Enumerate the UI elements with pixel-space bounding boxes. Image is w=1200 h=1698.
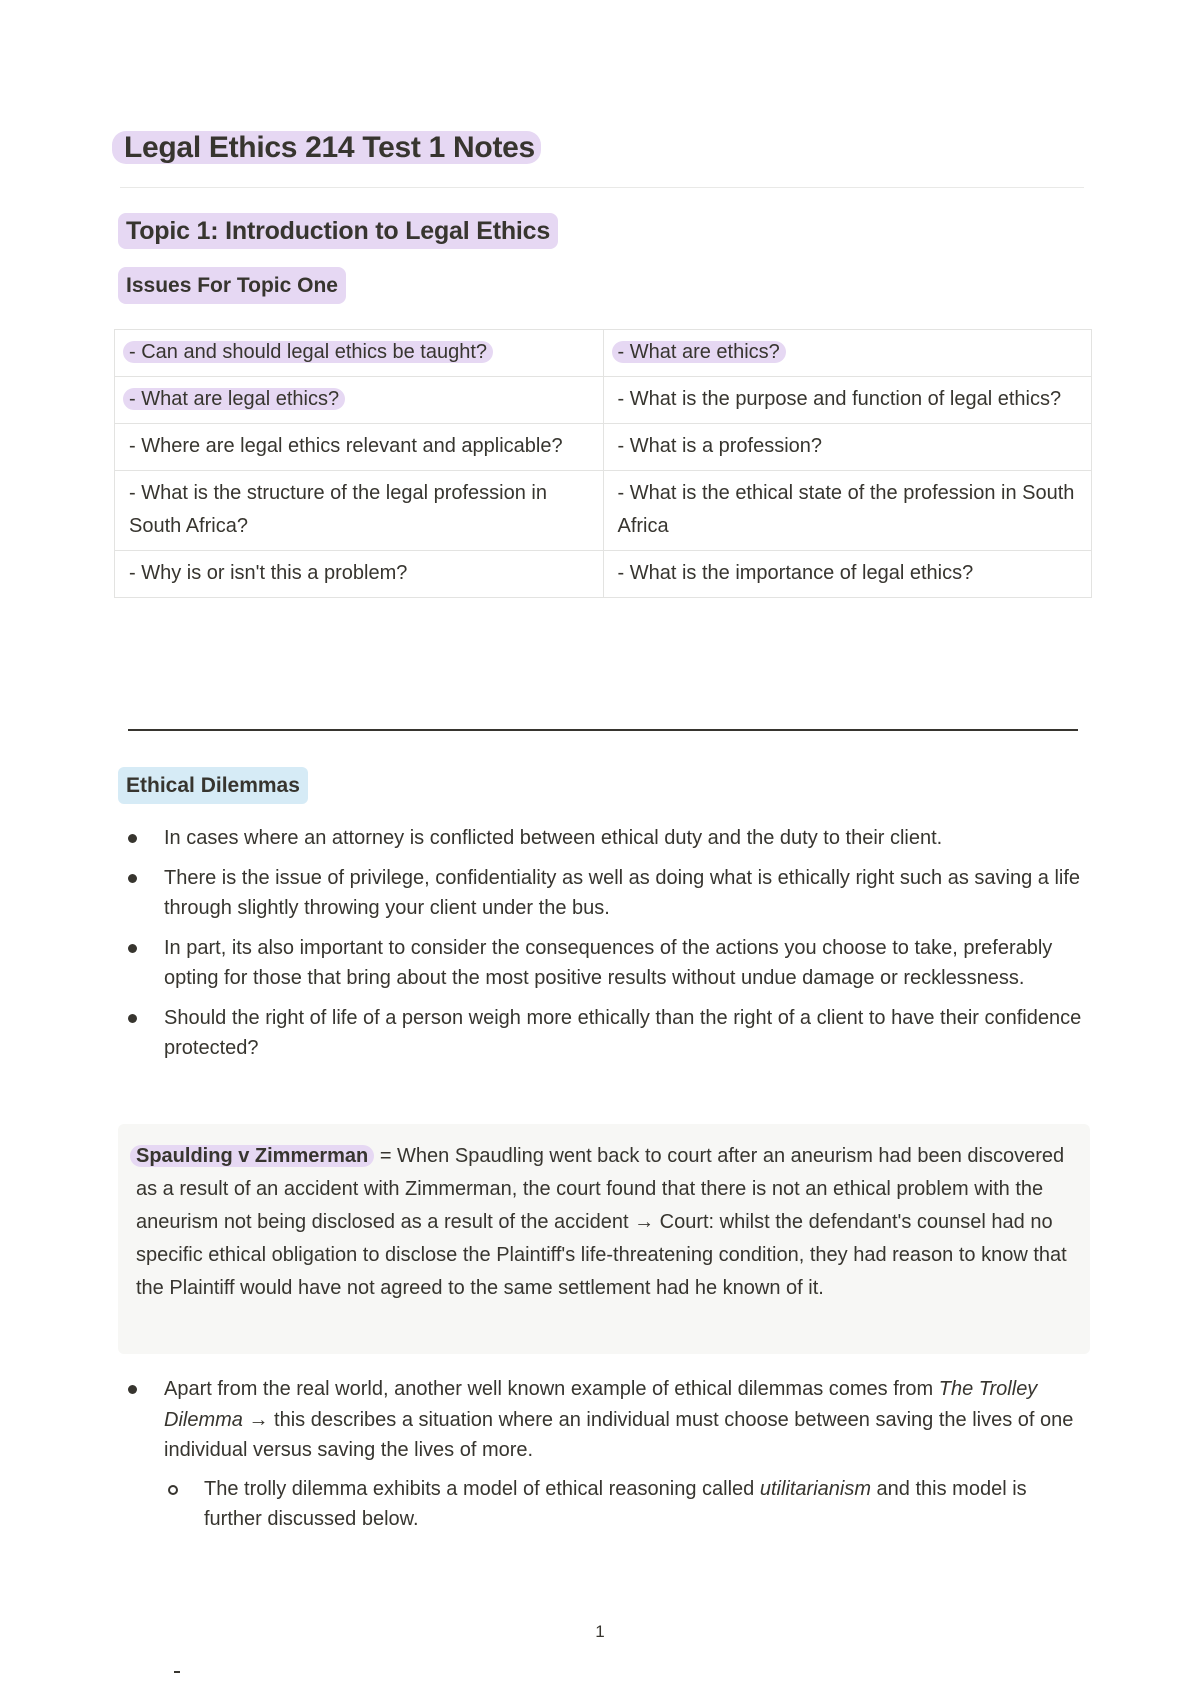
stray-dash-mark [174,1671,180,1673]
table-cell [115,377,604,424]
issues-heading [118,266,346,306]
table-cell-text: - Where are legal ethics relevant and applicable? [129,435,563,457]
table-row [115,377,1092,424]
list-item-text: In cases where an attorney is conflicted between ethical duty and the duty to their client. [164,827,943,849]
case-summary: = When Spaudling went back to court after an aneurism had been discovered as a result of an accident with Zimmerman, the court found that there is not an ethical problem with the aneurism not being disclosed as a result of the accident → Court: whilst the defendant's counsel had no specific ethical obligation to disclose the Plaintiff's life-threatening condition, they had reason to know that the Plaintiff would have not agreed to the same settlement had he known of it. [136,1145,1067,1299]
table-cell [115,330,604,377]
issues-table [114,329,1092,598]
table-cell [115,471,604,551]
table-cell [603,330,1092,377]
bullet-icon [128,1385,137,1394]
table-cell-text: - What is the structure of the legal profession in South Africa? [129,482,547,537]
table-row [115,551,1092,598]
trolley-list [124,1374,1084,1544]
topic-1-heading [118,212,558,250]
case-callout [118,1124,1090,1354]
document-title-text: Legal Ethics 214 Test 1 Notes [112,131,541,164]
table-cell-text: - What are legal ethics? [123,388,345,410]
list-item [124,1003,1084,1064]
table-cell [603,471,1092,551]
trolley-text-before: Apart from the real world, another well known example of ethical dilemmas comes from [164,1378,939,1400]
trolley-dilemma-term: The Trolley Dilemma [164,1378,1038,1431]
title-divider [120,187,1084,188]
table-cell-text: - What are ethics? [612,341,786,363]
document-title [112,128,541,168]
list-item-text: There is the issue of privilege, confidentiality as well as doing what is ethically right such as saving a life through slightly throwing your client under the bus. [164,866,1081,919]
list-item-text: In part, its also important to consider the consequences of the actions you choose to take, preferably opting for those that bring about the most positive results without undue damage or recklessness. [164,936,1053,989]
ethical-dilemmas-list [124,823,1084,1073]
table-cell-text: - What is the purpose and function of legal ethics? [617,388,1062,410]
utilitarianism-text-before: The trolly dilemma exhibits a model of ethical reasoning called [204,1477,760,1500]
bullet-icon [128,1014,137,1023]
topic-1-heading-text: Topic 1: Introduction to Legal Ethics [118,213,558,249]
list-item-text: Should the right of life of a person weigh more ethically than the right of a client to have their confidence protected? [164,1006,1082,1059]
table-cell [603,424,1092,471]
trolley-sub-list [164,1474,1084,1535]
ethical-dilemmas-heading [118,766,308,806]
table-cell-text: - What is a profession? [617,435,823,457]
case-name: Spaulding v Zimmerman [130,1145,374,1167]
trolley-text-after: → this describes a situation where an individual must choose between saving the lives of one individual versus saving the lives of more. [164,1408,1074,1461]
ethical-dilemmas-heading-text: Ethical Dilemmas [118,767,308,804]
table-cell [115,424,604,471]
list-item [124,863,1084,924]
bullet-icon [128,944,137,953]
table-row [115,471,1092,551]
table-cell-text: - What is the importance of legal ethics? [617,562,974,584]
table-row [115,330,1092,377]
list-item [124,933,1084,994]
bullet-icon [128,874,137,883]
table-cell [115,551,604,598]
list-item [124,1374,1084,1535]
hollow-bullet-icon [168,1485,178,1495]
section-divider [128,729,1078,731]
table-cell [603,551,1092,598]
table-cell-text: - What is the ethical state of the profession in South Africa [617,482,1075,537]
table-row [115,424,1092,471]
issues-heading-text: Issues For Topic One [118,267,346,304]
utilitarianism-term: utilitarianism [759,1477,871,1500]
sub-list-item [164,1474,1084,1535]
page-number: 1 [595,1622,605,1641]
utilitarianism-text-after: and this model is further discussed below. [204,1477,1027,1530]
table-cell-text: - Can and should legal ethics be taught? [123,341,493,363]
bullet-icon [128,834,137,843]
table-cell-text: - Why is or isn't this a problem? [129,562,408,584]
table-cell [603,377,1092,424]
list-item [124,823,1084,854]
